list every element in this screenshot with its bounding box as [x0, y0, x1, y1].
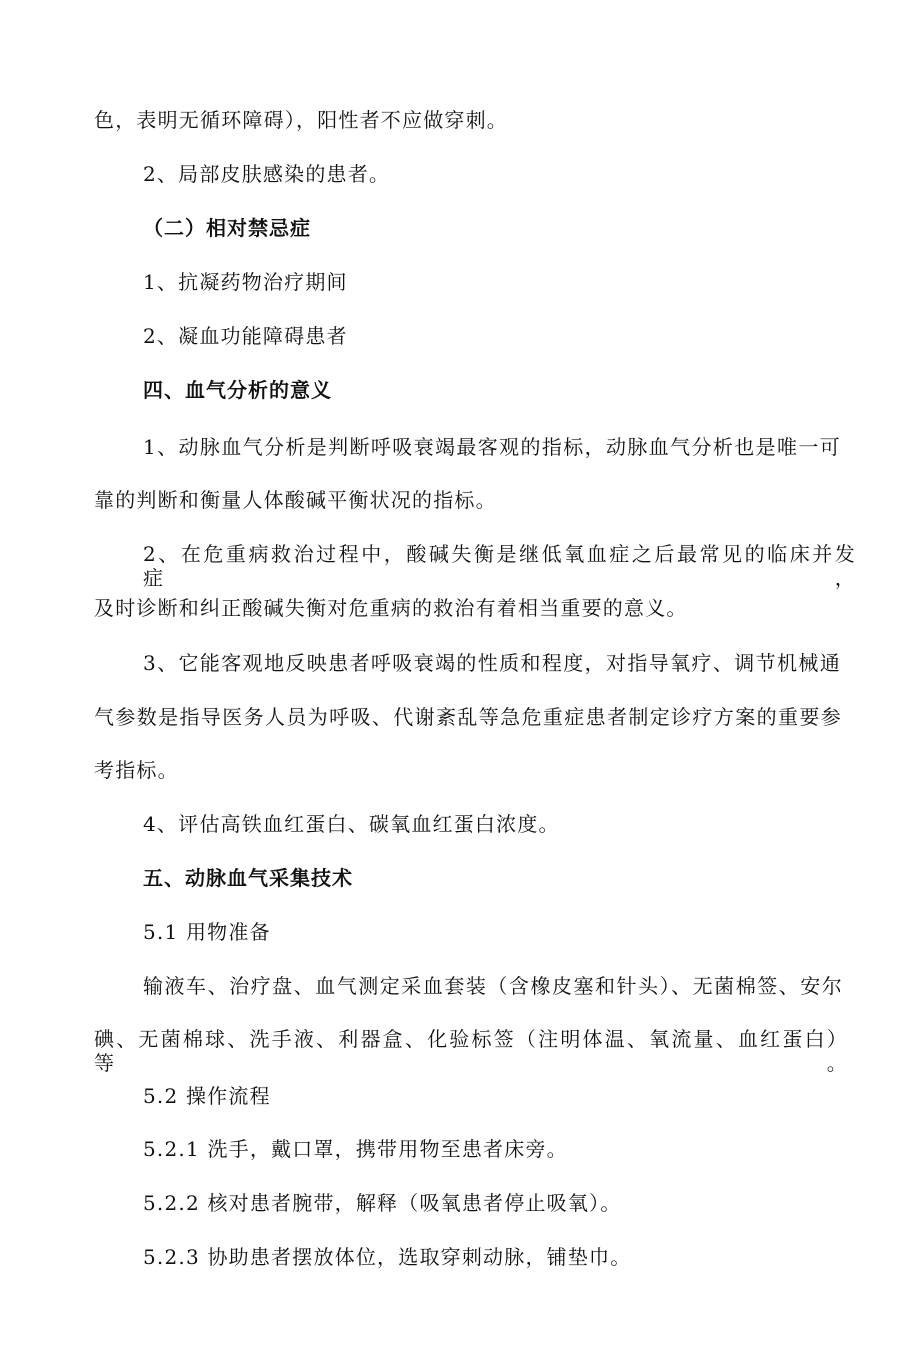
- list-item: 4、评估高铁血红蛋白、碳氧血红蛋白浓度。: [143, 812, 560, 836]
- paragraph-line: 输液车、治疗盘、血气测定采血套装（含橡皮塞和针头）、无菌棉签、安尔: [143, 974, 843, 998]
- paragraph-line: 考指标。: [94, 758, 179, 782]
- paragraph-line: 碘、无菌棉球、洗手液、利器盒、化验标签（注明体温、氧流量、血红蛋白）等。: [94, 1027, 848, 1075]
- section-heading: 五、动脉血气采集技术: [143, 866, 353, 890]
- procedure-step: 5.2.3 协助患者摆放体位，选取穿刺动脉，铺垫巾。: [143, 1245, 632, 1269]
- paragraph-line: 2、在危重病救治过程中，酸碱失衡是继低氧血症之后最常见的临床并发症，: [143, 542, 856, 590]
- paragraph-line: 3、它能客观地反映患者呼吸衰竭的性质和程度，对指导氧疗、调节机械通: [143, 651, 841, 675]
- section-heading: 四、血气分析的意义: [143, 378, 332, 402]
- list-item: 2、局部皮肤感染的患者。: [143, 162, 391, 186]
- paragraph-line: 1、动脉血气分析是判断呼吸衰竭最客观的指标，动脉血气分析也是唯一可: [143, 435, 841, 459]
- paragraph-line: 色，表明无循环障碍），阳性者不应做穿刺。: [94, 108, 508, 132]
- subsection-heading: 5.1 用物准备: [143, 920, 271, 944]
- subsection-heading: 5.2 操作流程: [143, 1084, 271, 1108]
- section-subheading: （二）相对禁忌症: [143, 216, 311, 240]
- list-item: 1、抗凝药物治疗期间: [143, 270, 348, 294]
- paragraph-line: 气参数是指导医务人员为呼吸、代谢紊乱等急危重症患者制定诊疗方案的重要参: [94, 705, 842, 729]
- paragraph-line: 靠的判断和衡量人体酸碱平衡状况的指标。: [94, 488, 497, 512]
- procedure-step: 5.2.1 洗手，戴口罩，携带用物至患者床旁。: [143, 1137, 568, 1161]
- list-item: 2、凝血功能障碍患者: [143, 324, 348, 348]
- procedure-step: 5.2.2 核对患者腕带，解释（吸氧患者停止吸氧）。: [143, 1191, 622, 1215]
- paragraph-line: 及时诊断和纠正酸碱失衡对危重病的救治有着相当重要的意义。: [94, 596, 688, 620]
